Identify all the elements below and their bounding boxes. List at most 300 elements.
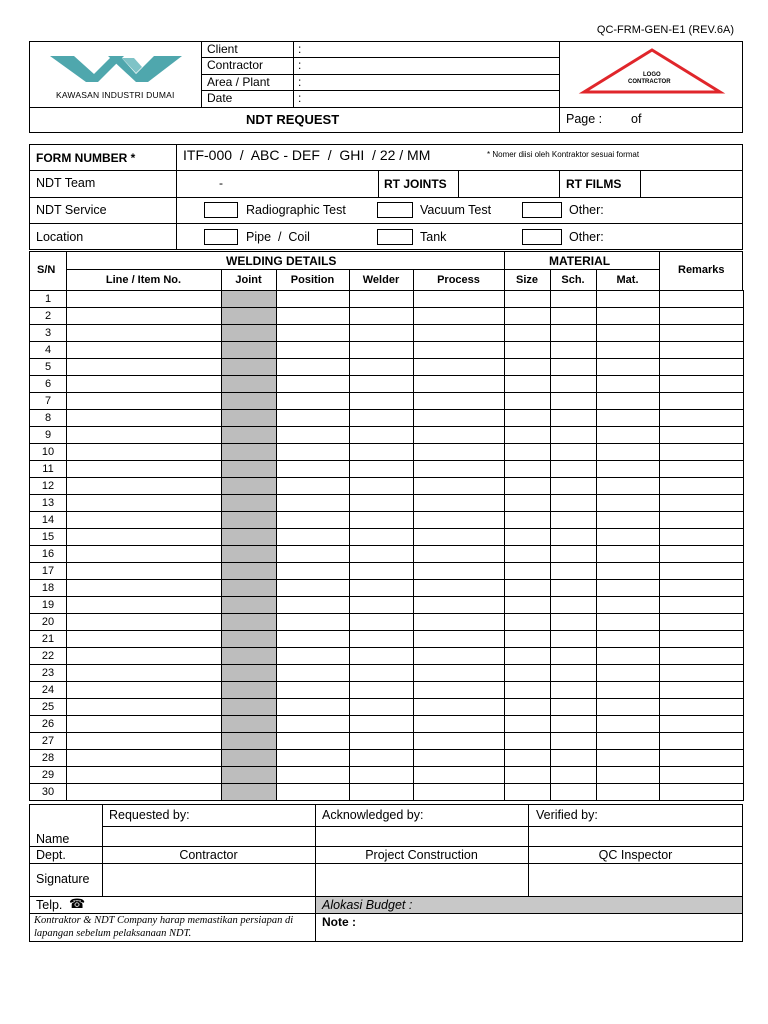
table-cell[interactable] — [277, 614, 350, 631]
table-cell[interactable] — [277, 393, 350, 410]
table-cell[interactable] — [414, 461, 505, 478]
table-cell[interactable] — [222, 512, 277, 529]
table-cell[interactable] — [660, 342, 744, 359]
table-cell[interactable] — [67, 325, 222, 342]
table-cell[interactable] — [350, 308, 414, 325]
table-cell[interactable] — [660, 427, 744, 444]
table-cell[interactable] — [505, 529, 551, 546]
table-cell[interactable] — [277, 580, 350, 597]
table-cell[interactable] — [67, 716, 222, 733]
table-cell[interactable] — [277, 648, 350, 665]
table-cell[interactable] — [660, 648, 744, 665]
table-cell[interactable] — [597, 563, 660, 580]
table-cell[interactable] — [350, 427, 414, 444]
table-cell[interactable] — [67, 648, 222, 665]
table-cell[interactable] — [222, 291, 277, 308]
table-cell[interactable] — [67, 614, 222, 631]
table-cell[interactable] — [597, 342, 660, 359]
table-cell[interactable] — [505, 733, 551, 750]
table-cell[interactable] — [222, 359, 277, 376]
table-cell[interactable] — [222, 716, 277, 733]
table-cell[interactable] — [414, 767, 505, 784]
table-cell[interactable] — [67, 682, 222, 699]
table-cell[interactable] — [660, 665, 744, 682]
table-cell[interactable] — [414, 359, 505, 376]
area-plant-value[interactable]: : — [298, 75, 302, 89]
table-cell[interactable] — [505, 665, 551, 682]
table-cell[interactable] — [551, 580, 597, 597]
table-cell[interactable] — [660, 614, 744, 631]
table-cell[interactable] — [277, 461, 350, 478]
table-cell[interactable] — [505, 325, 551, 342]
table-cell[interactable] — [551, 308, 597, 325]
table-cell[interactable] — [597, 648, 660, 665]
table-cell[interactable] — [660, 308, 744, 325]
table-cell[interactable] — [67, 529, 222, 546]
table-row — [30, 495, 744, 512]
table-cell[interactable] — [277, 495, 350, 512]
table-cell[interactable] — [414, 784, 505, 801]
table-cell[interactable] — [551, 716, 597, 733]
table-cell[interactable] — [551, 359, 597, 376]
date-label: Date — [207, 91, 233, 105]
table-cell[interactable] — [505, 767, 551, 784]
table-cell[interactable] — [414, 733, 505, 750]
table-cell[interactable] — [67, 308, 222, 325]
ndt-service-label: NDT Service — [36, 203, 107, 217]
vacuum-checkbox[interactable] — [377, 202, 413, 218]
table-cell[interactable] — [597, 410, 660, 427]
table-cell[interactable] — [551, 631, 597, 648]
table-cell[interactable] — [222, 665, 277, 682]
table-cell[interactable] — [222, 580, 277, 597]
table-cell[interactable] — [222, 597, 277, 614]
table-cell[interactable] — [660, 410, 744, 427]
table-cell[interactable] — [597, 784, 660, 801]
page-label: Page : — [566, 112, 603, 126]
table-cell[interactable] — [277, 444, 350, 461]
table-cell[interactable] — [277, 631, 350, 648]
table-cell[interactable] — [551, 325, 597, 342]
table-cell[interactable] — [597, 699, 660, 716]
table-cell[interactable] — [551, 410, 597, 427]
tank-checkbox[interactable] — [377, 229, 413, 245]
table-cell[interactable] — [551, 682, 597, 699]
table-cell[interactable] — [505, 342, 551, 359]
table-cell[interactable] — [222, 444, 277, 461]
table-cell[interactable] — [277, 750, 350, 767]
contractor-value[interactable]: : — [298, 58, 302, 72]
table-cell[interactable] — [414, 563, 505, 580]
table-cell[interactable] — [277, 529, 350, 546]
table-cell[interactable] — [505, 308, 551, 325]
table-cell[interactable] — [597, 733, 660, 750]
table-cell[interactable] — [277, 478, 350, 495]
table-cell[interactable] — [350, 597, 414, 614]
table-cell[interactable] — [660, 750, 744, 767]
table-cell[interactable] — [350, 563, 414, 580]
table-cell[interactable] — [505, 631, 551, 648]
table-cell[interactable] — [597, 716, 660, 733]
table-cell[interactable] — [660, 444, 744, 461]
table-cell[interactable] — [67, 784, 222, 801]
table-cell[interactable] — [414, 597, 505, 614]
table-cell[interactable] — [505, 478, 551, 495]
table-cell[interactable] — [551, 665, 597, 682]
table-cell[interactable] — [551, 563, 597, 580]
table-cell[interactable] — [414, 512, 505, 529]
table-cell[interactable] — [597, 393, 660, 410]
table-cell[interactable] — [597, 461, 660, 478]
table-cell[interactable] — [67, 410, 222, 427]
table-cell[interactable] — [277, 546, 350, 563]
table-cell[interactable] — [551, 648, 597, 665]
table-cell[interactable] — [350, 512, 414, 529]
table-cell[interactable] — [222, 733, 277, 750]
table-cell[interactable] — [277, 308, 350, 325]
table-cell[interactable] — [67, 342, 222, 359]
table-cell[interactable] — [505, 784, 551, 801]
table-cell[interactable] — [551, 546, 597, 563]
table-cell[interactable] — [597, 376, 660, 393]
table-cell[interactable] — [67, 631, 222, 648]
table-cell[interactable] — [597, 359, 660, 376]
table-cell[interactable] — [67, 767, 222, 784]
table-cell[interactable] — [350, 648, 414, 665]
table-cell[interactable] — [597, 427, 660, 444]
pipe-coil-checkbox[interactable] — [204, 229, 238, 245]
table-cell[interactable] — [414, 648, 505, 665]
table-cell[interactable] — [505, 682, 551, 699]
table-cell[interactable] — [222, 648, 277, 665]
table-cell[interactable] — [350, 699, 414, 716]
tank-label: Tank — [420, 230, 447, 244]
table-cell[interactable] — [414, 716, 505, 733]
table-cell[interactable] — [505, 580, 551, 597]
table-cell[interactable] — [505, 291, 551, 308]
table-cell[interactable] — [505, 444, 551, 461]
table-cell[interactable] — [350, 291, 414, 308]
table-cell[interactable] — [551, 461, 597, 478]
table-row — [30, 682, 744, 699]
remarks-header: Remarks — [678, 264, 725, 276]
table-cell[interactable] — [660, 767, 744, 784]
table-cell[interactable] — [551, 393, 597, 410]
table-cell[interactable] — [597, 682, 660, 699]
table-cell[interactable] — [414, 393, 505, 410]
table-cell[interactable] — [551, 529, 597, 546]
table-cell[interactable] — [222, 410, 277, 427]
table-cell[interactable] — [660, 563, 744, 580]
table-cell[interactable] — [350, 631, 414, 648]
table-cell[interactable] — [222, 529, 277, 546]
table-cell[interactable] — [414, 427, 505, 444]
table-cell[interactable] — [350, 325, 414, 342]
table-cell[interactable] — [505, 614, 551, 631]
table-cell[interactable] — [350, 478, 414, 495]
table-cell[interactable] — [597, 631, 660, 648]
table-cell[interactable] — [505, 716, 551, 733]
table-cell[interactable] — [551, 597, 597, 614]
table-cell[interactable] — [505, 393, 551, 410]
table-cell[interactable] — [222, 699, 277, 716]
table-cell[interactable] — [67, 359, 222, 376]
table-cell[interactable] — [277, 427, 350, 444]
table-cell[interactable] — [277, 665, 350, 682]
table-cell[interactable] — [505, 461, 551, 478]
table-row — [30, 410, 744, 427]
date-value[interactable]: : — [298, 91, 302, 105]
table-cell[interactable] — [660, 461, 744, 478]
table-cell[interactable] — [551, 614, 597, 631]
table-cell[interactable] — [414, 410, 505, 427]
table-cell[interactable] — [597, 478, 660, 495]
table-cell[interactable] — [660, 580, 744, 597]
table-cell[interactable] — [505, 495, 551, 512]
table-cell[interactable] — [414, 291, 505, 308]
table-cell[interactable] — [505, 563, 551, 580]
other-service-checkbox[interactable] — [522, 202, 562, 218]
radiographic-checkbox[interactable] — [204, 202, 238, 218]
table-cell[interactable] — [222, 563, 277, 580]
table-row — [30, 461, 744, 478]
table-cell[interactable] — [222, 376, 277, 393]
table-cell[interactable] — [67, 427, 222, 444]
table-cell[interactable] — [67, 750, 222, 767]
table-cell[interactable] — [350, 665, 414, 682]
table-cell[interactable] — [67, 461, 222, 478]
table-cell[interactable] — [597, 444, 660, 461]
table-cell[interactable] — [67, 699, 222, 716]
table-cell[interactable] — [414, 308, 505, 325]
table-cell[interactable] — [67, 393, 222, 410]
table-cell[interactable] — [67, 495, 222, 512]
table-cell[interactable] — [597, 529, 660, 546]
table-cell[interactable] — [597, 546, 660, 563]
table-cell[interactable] — [222, 784, 277, 801]
table-cell[interactable] — [551, 342, 597, 359]
table-cell[interactable] — [277, 376, 350, 393]
contractor-logo-icon — [578, 46, 726, 96]
radiographic-label: Radiographic Test — [246, 203, 346, 217]
table-cell[interactable] — [660, 512, 744, 529]
table-cell[interactable] — [414, 631, 505, 648]
table-cell[interactable] — [350, 614, 414, 631]
table-cell[interactable] — [350, 716, 414, 733]
table-cell[interactable] — [551, 733, 597, 750]
table-cell[interactable] — [660, 478, 744, 495]
table-cell[interactable] — [505, 376, 551, 393]
table-cell[interactable] — [505, 648, 551, 665]
table-row — [30, 631, 744, 648]
table-cell[interactable] — [222, 325, 277, 342]
table-cell[interactable] — [551, 767, 597, 784]
other-location-checkbox[interactable] — [522, 229, 562, 245]
table-cell[interactable] — [597, 495, 660, 512]
table-cell[interactable] — [551, 427, 597, 444]
table-cell[interactable] — [414, 682, 505, 699]
table-row — [30, 563, 744, 580]
table-cell[interactable] — [277, 733, 350, 750]
table-cell[interactable] — [350, 750, 414, 767]
table-cell[interactable] — [597, 665, 660, 682]
table-cell[interactable] — [350, 529, 414, 546]
table-cell[interactable] — [222, 427, 277, 444]
table-cell[interactable] — [505, 512, 551, 529]
table-cell[interactable] — [551, 376, 597, 393]
table-cell[interactable] — [350, 376, 414, 393]
table-cell[interactable] — [414, 478, 505, 495]
table-cell[interactable] — [277, 410, 350, 427]
table-cell[interactable] — [222, 750, 277, 767]
table-cell[interactable] — [551, 784, 597, 801]
table-cell[interactable] — [414, 750, 505, 767]
table-cell[interactable] — [505, 427, 551, 444]
table-cell[interactable] — [551, 750, 597, 767]
table-cell[interactable] — [350, 546, 414, 563]
table-cell[interactable] — [414, 529, 505, 546]
col-position: Position — [290, 274, 335, 286]
table-cell[interactable] — [660, 529, 744, 546]
table-cell[interactable] — [660, 325, 744, 342]
table-cell[interactable] — [277, 784, 350, 801]
table-cell[interactable] — [505, 597, 551, 614]
table-cell[interactable] — [414, 665, 505, 682]
table-cell[interactable] — [505, 359, 551, 376]
table-cell[interactable] — [597, 308, 660, 325]
table-cell[interactable] — [660, 393, 744, 410]
table-cell[interactable] — [277, 563, 350, 580]
table-cell[interactable] — [551, 444, 597, 461]
table-cell[interactable] — [414, 580, 505, 597]
name-label: Name — [36, 832, 70, 846]
table-cell[interactable] — [505, 750, 551, 767]
table-cell[interactable] — [414, 546, 505, 563]
table-cell[interactable] — [222, 682, 277, 699]
table-cell[interactable] — [597, 767, 660, 784]
table-cell[interactable] — [551, 699, 597, 716]
table-cell[interactable] — [350, 580, 414, 597]
table-cell[interactable] — [277, 359, 350, 376]
table-cell[interactable] — [67, 563, 222, 580]
form-number-value[interactable]: ITF-000 / ABC - DEF / GHI / 22 / MM — [183, 147, 431, 163]
table-cell[interactable] — [277, 699, 350, 716]
table-cell[interactable] — [350, 359, 414, 376]
table-cell[interactable] — [222, 495, 277, 512]
table-cell[interactable] — [660, 716, 744, 733]
table-cell[interactable] — [660, 495, 744, 512]
table-cell[interactable] — [597, 291, 660, 308]
table-cell[interactable] — [222, 631, 277, 648]
table-cell[interactable] — [505, 699, 551, 716]
table-cell[interactable] — [414, 342, 505, 359]
table-cell[interactable] — [222, 393, 277, 410]
table-cell[interactable] — [350, 461, 414, 478]
table-cell[interactable] — [277, 512, 350, 529]
table-cell[interactable] — [551, 512, 597, 529]
table-cell[interactable] — [67, 733, 222, 750]
table-cell[interactable] — [222, 767, 277, 784]
table-cell[interactable] — [277, 291, 350, 308]
table-cell[interactable] — [597, 325, 660, 342]
table-cell[interactable] — [597, 614, 660, 631]
table-cell[interactable] — [597, 750, 660, 767]
table-cell[interactable] — [505, 546, 551, 563]
table-cell[interactable] — [277, 682, 350, 699]
table-cell[interactable] — [414, 376, 505, 393]
table-cell[interactable] — [67, 665, 222, 682]
table-cell[interactable] — [414, 325, 505, 342]
table-cell[interactable] — [660, 597, 744, 614]
table-cell[interactable] — [67, 478, 222, 495]
table-cell[interactable] — [551, 291, 597, 308]
table-cell[interactable] — [222, 342, 277, 359]
table-cell[interactable] — [350, 410, 414, 427]
table-cell[interactable] — [350, 444, 414, 461]
ndt-team-value[interactable]: - — [219, 176, 223, 190]
table-cell[interactable] — [414, 495, 505, 512]
table-cell[interactable] — [414, 444, 505, 461]
table-cell[interactable] — [67, 291, 222, 308]
table-cell[interactable] — [222, 461, 277, 478]
table-cell[interactable] — [660, 376, 744, 393]
table-cell[interactable] — [67, 444, 222, 461]
table-cell[interactable] — [660, 291, 744, 308]
table-cell[interactable] — [67, 546, 222, 563]
table-cell[interactable] — [67, 580, 222, 597]
dept-label: Dept. — [36, 848, 66, 862]
table-cell[interactable] — [551, 478, 597, 495]
table-cell[interactable] — [660, 359, 744, 376]
table-cell[interactable] — [67, 512, 222, 529]
table-cell[interactable] — [350, 784, 414, 801]
table-cell[interactable] — [551, 495, 597, 512]
table-cell[interactable] — [414, 614, 505, 631]
table-cell[interactable] — [350, 767, 414, 784]
table-cell[interactable] — [222, 614, 277, 631]
table-cell[interactable] — [660, 699, 744, 716]
table-cell[interactable] — [597, 597, 660, 614]
table-cell[interactable] — [350, 342, 414, 359]
table-cell[interactable] — [222, 308, 277, 325]
table-cell[interactable] — [660, 546, 744, 563]
table-cell[interactable] — [277, 716, 350, 733]
table-cell[interactable] — [660, 682, 744, 699]
table-cell[interactable] — [350, 682, 414, 699]
table-cell[interactable] — [660, 784, 744, 801]
table-cell[interactable] — [222, 478, 277, 495]
table-cell[interactable] — [67, 376, 222, 393]
table-cell[interactable] — [277, 767, 350, 784]
table-row — [30, 648, 744, 665]
table-cell[interactable] — [67, 597, 222, 614]
table-cell[interactable] — [350, 733, 414, 750]
table-cell[interactable] — [277, 325, 350, 342]
table-cell[interactable] — [350, 495, 414, 512]
table-cell[interactable] — [660, 733, 744, 750]
table-cell[interactable] — [414, 699, 505, 716]
table-cell[interactable] — [660, 631, 744, 648]
table-cell[interactable] — [350, 393, 414, 410]
table-cell[interactable] — [505, 410, 551, 427]
row-number: 6 — [30, 376, 67, 393]
table-cell[interactable] — [222, 546, 277, 563]
table-cell[interactable] — [597, 580, 660, 597]
table-cell[interactable] — [277, 342, 350, 359]
table-cell[interactable] — [597, 512, 660, 529]
table-cell[interactable] — [277, 597, 350, 614]
client-value[interactable]: : — [298, 42, 302, 56]
